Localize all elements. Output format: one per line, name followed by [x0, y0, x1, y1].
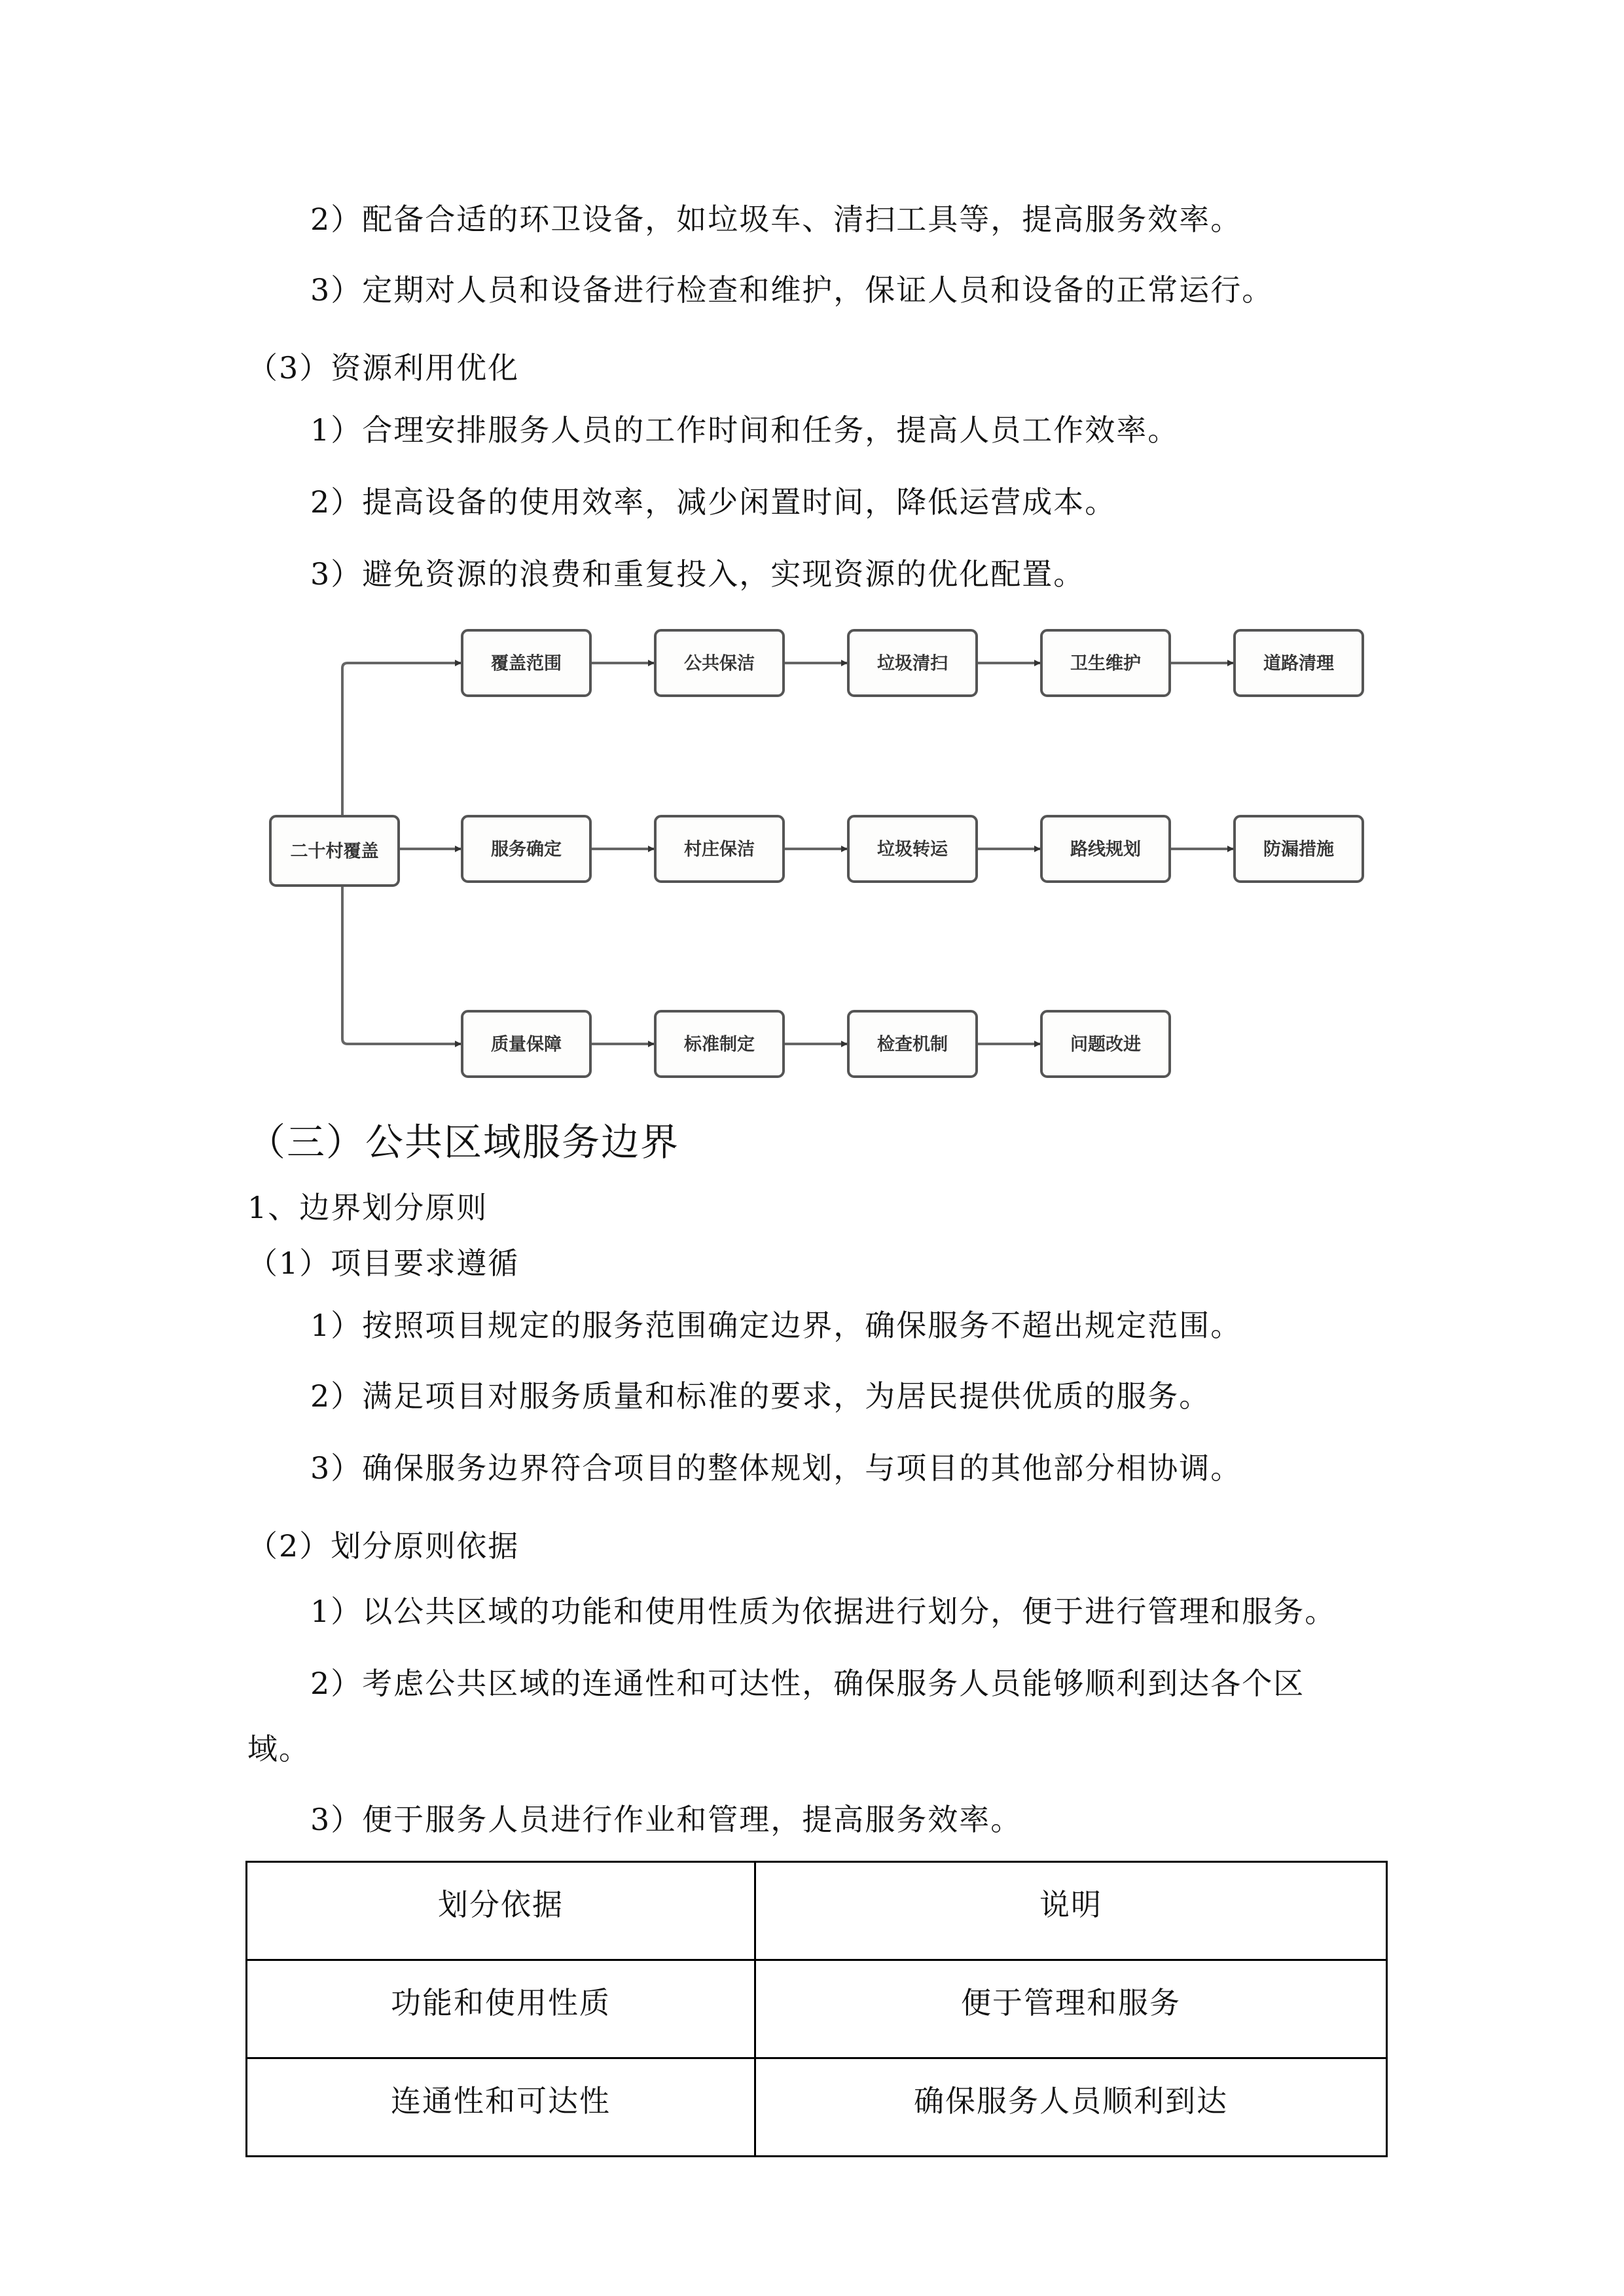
flow-node-label: 垃圾清扫	[877, 653, 948, 674]
table-cell: 确保服务人员顺利到达	[755, 2058, 1387, 2157]
flow-node	[462, 1011, 590, 1077]
basis-table	[245, 1861, 1388, 2157]
flow-node-label: 防漏措施	[1263, 839, 1334, 860]
flow-node-label: 公共保洁	[684, 653, 755, 674]
flow-arrow	[342, 663, 461, 816]
flow-node-label: 服务确定	[491, 839, 562, 860]
table-cell: 便于管理和服务	[755, 1960, 1387, 2058]
paragraph-line: 1）按照项目规定的服务范围确定边界，确保服务不超出规定范围。	[310, 1308, 1242, 1343]
flow-node-label: 质量保障	[491, 1034, 562, 1055]
paragraph-line: 域。	[247, 1731, 310, 1767]
paragraph-line: 1）合理安排服务人员的工作时间和任务，提高人员工作效率。	[310, 412, 1180, 448]
flowchart	[0, 0, 1624, 1113]
flow-node-label: 覆盖范围	[491, 653, 562, 674]
table-cell: 功能和使用性质	[247, 1960, 755, 2058]
paragraph-line: 2）考虑公共区域的连通性和可达性，确保服务人员能够顺利到达各个区	[310, 1666, 1305, 1701]
flow-node	[848, 1011, 977, 1077]
flow-node	[655, 630, 784, 696]
table-header-row	[247, 1862, 1387, 1960]
flow-node	[655, 1011, 784, 1077]
flow-node-label: 村庄保洁	[684, 839, 755, 860]
flow-node	[1041, 1011, 1170, 1077]
table-row	[247, 2058, 1387, 2157]
flow-node	[462, 816, 590, 882]
flow-node-label: 卫生维护	[1070, 653, 1141, 674]
flow-node-label: 路线规划	[1070, 839, 1141, 860]
paragraph-line: 1）以公共区域的功能和使用性质为依据进行划分，便于进行管理和服务。	[310, 1594, 1337, 1629]
flow-node	[848, 630, 977, 696]
flow-node-label: 检查机制	[877, 1034, 948, 1055]
flow-node	[462, 630, 590, 696]
flow-node	[1041, 816, 1170, 882]
table-header-cell: 划分依据	[247, 1862, 755, 1960]
flow-node-label: 道路清理	[1263, 653, 1334, 674]
flow-node	[270, 816, 399, 886]
subheading: （1）项目要求遵循	[247, 1246, 520, 1281]
section-title: （三）公共区域服务边界	[247, 1120, 680, 1164]
flow-node-label: 标准制定	[684, 1034, 755, 1055]
paragraph-line: 2）满足项目对服务质量和标准的要求，为居民提供优质的服务。	[310, 1378, 1211, 1414]
subheading: （2）划分原则依据	[247, 1528, 520, 1564]
flow-node	[848, 816, 977, 882]
flow-node-label: 问题改进	[1070, 1034, 1141, 1055]
table-cell: 连通性和可达性	[247, 2058, 755, 2157]
table-header-cell: 说明	[755, 1862, 1387, 1960]
subsection-title: 1、边界划分原则	[247, 1190, 488, 1225]
paragraph-line: 3）避免资源的浪费和重复投入，实现资源的优化配置。	[310, 556, 1085, 592]
flow-node-label: 二十村覆盖	[290, 841, 379, 862]
flow-node-label: 垃圾转运	[877, 839, 948, 860]
paragraph-line: 3）定期对人员和设备进行检查和维护，保证人员和设备的正常运行。	[310, 272, 1274, 308]
flow-node	[655, 816, 784, 882]
paragraph-line: 3）确保服务边界符合项目的整体规划，与项目的其他部分相协调。	[310, 1450, 1242, 1486]
table-row	[247, 1960, 1387, 2058]
paragraph-line: 2）配备合适的环卫设备，如垃圾车、清扫工具等，提高服务效率。	[310, 202, 1242, 237]
flow-node	[1041, 630, 1170, 696]
paragraph-line: 2）提高设备的使用效率，减少闲置时间，降低运营成本。	[310, 484, 1117, 520]
flow-node	[1235, 816, 1363, 882]
subheading: （3）资源利用优化	[247, 350, 520, 386]
flow-arrow	[342, 886, 461, 1044]
paragraph-line: 3）便于服务人员进行作业和管理，提高服务效率。	[310, 1802, 1022, 1837]
flow-node	[1235, 630, 1363, 696]
